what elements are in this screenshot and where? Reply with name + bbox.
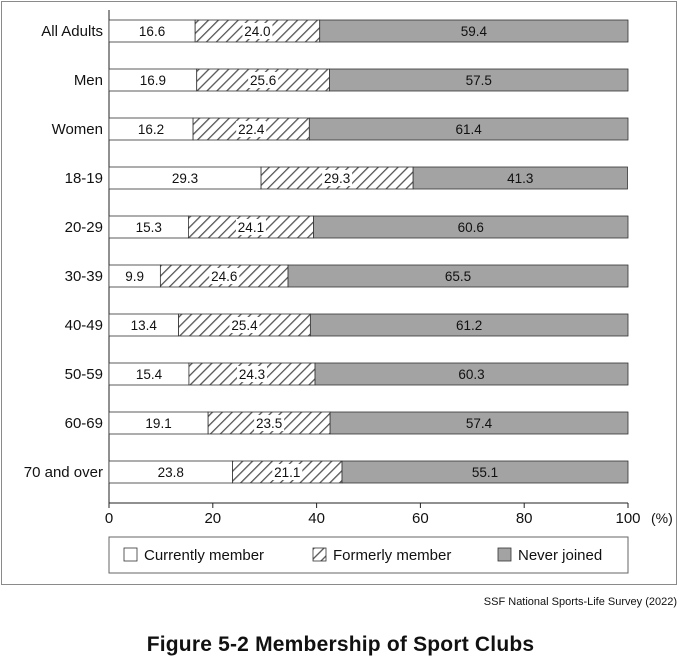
data-label: 16.9 bbox=[139, 73, 166, 88]
data-label: 9.9 bbox=[125, 269, 145, 284]
data-label: 24.1 bbox=[237, 220, 265, 235]
x-tick-label: 60 bbox=[412, 510, 429, 527]
data-label: 16.2 bbox=[137, 122, 165, 137]
legend-label: Never joined bbox=[518, 547, 603, 564]
data-label: 60.3 bbox=[458, 367, 485, 382]
data-label: 16.6 bbox=[138, 24, 166, 39]
legend-swatch bbox=[498, 548, 511, 561]
data-label: 23.5 bbox=[255, 416, 283, 431]
category-label: 70 and over bbox=[23, 464, 103, 481]
x-tick-label: 20 bbox=[204, 510, 222, 527]
data-label: 22.4 bbox=[238, 122, 265, 137]
data-label: 61.4 bbox=[455, 122, 482, 137]
data-label: 29.3 bbox=[323, 171, 351, 186]
figure-title: Figure 5-2 Membership of Sport Clubs bbox=[146, 633, 535, 656]
legend bbox=[109, 537, 628, 573]
data-label: 60.6 bbox=[457, 220, 484, 235]
data-label: 13.4 bbox=[130, 318, 157, 333]
legend-swatch bbox=[124, 548, 137, 561]
data-label: 29.3 bbox=[171, 171, 199, 186]
data-label: 19.1 bbox=[145, 416, 172, 431]
x-tick-label: 80 bbox=[515, 510, 533, 527]
data-label: 15.4 bbox=[135, 367, 163, 382]
data-label: 24.3 bbox=[238, 367, 266, 382]
data-label: 15.3 bbox=[135, 220, 162, 235]
data-label: 57.4 bbox=[465, 416, 493, 431]
data-label: 61.2 bbox=[456, 318, 483, 333]
data-label: 21.1 bbox=[274, 465, 301, 480]
data-label: 24.6 bbox=[211, 269, 238, 284]
category-label: 60-69 bbox=[64, 415, 103, 432]
category-label: 20-29 bbox=[64, 219, 103, 236]
data-label: 57.5 bbox=[465, 73, 492, 88]
category-label: Men bbox=[73, 72, 103, 89]
legend-label: Formerly member bbox=[333, 547, 452, 564]
x-tick-label: 100 bbox=[615, 510, 641, 527]
data-label: 41.3 bbox=[507, 171, 534, 186]
category-label: 30-39 bbox=[64, 268, 103, 285]
category-label: All Adults bbox=[41, 23, 103, 40]
source-note: SSF National Sports-Life Survey (2022) bbox=[483, 596, 677, 608]
category-label: 18-19 bbox=[64, 170, 103, 187]
data-label: 65.5 bbox=[444, 269, 472, 284]
data-label: 59.4 bbox=[460, 24, 487, 39]
data-label: 24.0 bbox=[244, 24, 271, 39]
x-tick-label: 40 bbox=[308, 510, 325, 527]
data-label: 23.8 bbox=[157, 465, 184, 480]
data-label: 25.4 bbox=[231, 318, 258, 333]
data-label: 25.6 bbox=[250, 73, 277, 88]
x-tick-label: 0 bbox=[104, 510, 114, 527]
category-label: 40-49 bbox=[64, 317, 103, 334]
category-label: Women bbox=[51, 121, 103, 138]
legend-swatch bbox=[313, 548, 326, 561]
data-label: 55.1 bbox=[471, 465, 499, 480]
legend-label: Currently member bbox=[144, 547, 265, 564]
x-unit-label: (%) bbox=[651, 510, 673, 526]
category-label: 50-59 bbox=[64, 366, 103, 383]
